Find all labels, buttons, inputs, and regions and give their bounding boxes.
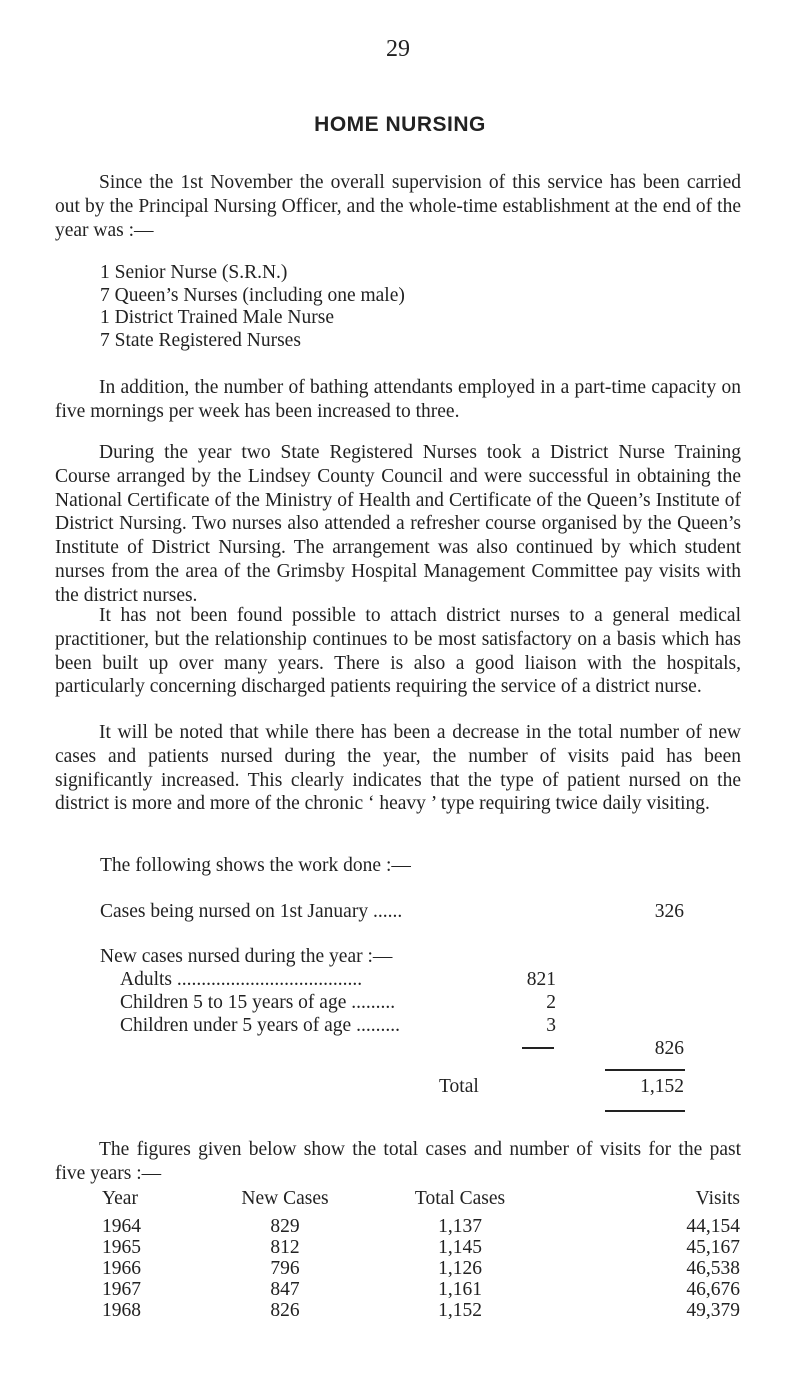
page-title: HOME NURSING xyxy=(314,113,486,136)
paragraph-training: During the year two State Registered Nurses took a District Nurse Training Course arranged by the Lindsey County Council and were successful in obtaining the National Certificate of the Ministry of Health and Certificate of the Queen’s Institute of District Nursing. Two nurses also attended a refresher course organised by the Queen’s Institute of District Nursing. The arrangement was also continued by which student nurses from the area of the Grimsby Hospital Management Committee pay visits with the district nurses. xyxy=(55,442,741,606)
new-cases-column xyxy=(220,1188,350,1321)
table-cell: 46,538 xyxy=(686,1258,740,1279)
children-under-5-label: Children under 5 years of age ......... xyxy=(120,1015,400,1036)
table-cell: 1,161 xyxy=(438,1279,482,1300)
total-rule-top xyxy=(605,1069,685,1071)
table-cell: 812 xyxy=(270,1237,300,1258)
total-label: Total xyxy=(439,1076,479,1097)
table-cell: 1964 xyxy=(102,1216,141,1237)
table-cell: 847 xyxy=(270,1279,300,1300)
table-cell: 1,126 xyxy=(438,1258,482,1279)
children-5-15-label: Children 5 to 15 years of age ......... xyxy=(120,992,396,1013)
table-cell: 1967 xyxy=(102,1279,141,1300)
year-column xyxy=(102,1188,162,1321)
table-cell: 1,137 xyxy=(438,1216,482,1237)
table-cell: 1965 xyxy=(102,1237,141,1258)
total-value: 1,152 xyxy=(640,1076,684,1097)
total-cases-column xyxy=(390,1188,530,1321)
cases-january-label: Cases being nursed on 1st January ...... xyxy=(100,901,403,922)
table-cell: 1,152 xyxy=(438,1300,482,1321)
children-5-15-value: 2 xyxy=(546,992,556,1013)
table-cell: 44,154 xyxy=(686,1216,740,1237)
table-cell: 829 xyxy=(270,1216,300,1237)
staff-list xyxy=(100,262,405,352)
table-cell: 796 xyxy=(270,1258,300,1279)
staff-item: 1 District Trained Male Nurse xyxy=(100,307,334,328)
paragraph-visits: It will be noted that while there has been a decrease in the total number of new cases and patients nursed during the year, the number of visits paid has been significantly increased. This clearly indicates that the type of patient nursed on the district is more and more of the chronic ‘ heavy ’ type requiring twice daily visiting. xyxy=(55,722,741,815)
figures-intro: The figures given below show the total cases and number of visits for the past five years :— xyxy=(55,1139,741,1184)
children-under-5-value: 3 xyxy=(546,1015,556,1036)
table-cell: 49,379 xyxy=(686,1300,740,1321)
table-cell: 45,167 xyxy=(686,1237,740,1258)
subtotal-rule xyxy=(522,1047,554,1049)
staff-item: 1 Senior Nurse (S.R.N.) xyxy=(100,262,288,283)
table-cell: 1968 xyxy=(102,1300,141,1321)
new-cases-heading: New cases nursed during the year :— xyxy=(100,946,393,967)
paragraph-bathing: In addition, the number of bathing attendants employed in a part-time capacity on five mornings per week has been increased to three. xyxy=(55,377,741,422)
page-number: 29 xyxy=(386,36,410,62)
visits-header: Visits xyxy=(695,1188,740,1209)
adults-label: Adults ...................................... xyxy=(120,969,363,990)
cases-january-value: 326 xyxy=(654,901,684,922)
subtotal-value: 826 xyxy=(654,1038,684,1059)
year-header: Year xyxy=(102,1188,138,1209)
total-cases-header: Total Cases xyxy=(414,1188,506,1209)
adults-value: 821 xyxy=(526,969,556,990)
paragraph-liaison: It has not been found possible to attach district nurses to a general medical practitioner, but the relationship continues to be most satisfactory on a basis which has been built up over many years. There is also a good liaison with the hospitals, particularly concerning discharged patients requiring the service of a district nurse. xyxy=(55,605,741,698)
total-rule-bottom xyxy=(605,1110,685,1112)
staff-item: 7 Queen’s Nurses (including one male) xyxy=(100,284,405,306)
table-cell: 826 xyxy=(270,1300,300,1321)
table-cell: 46,676 xyxy=(686,1279,740,1300)
staff-item: 7 State Registered Nurses xyxy=(100,329,301,351)
table-cell: 1,145 xyxy=(438,1237,482,1258)
visits-column xyxy=(610,1188,740,1321)
paragraph-supervision: Since the 1st November the overall supervision of this service has been carried out by the Principal Nursing Officer, and the whole-time establishment at the end of the year was :— xyxy=(55,172,741,241)
work-intro: The following shows the work done :— xyxy=(100,855,411,876)
new-cases-header: New Cases xyxy=(241,1188,329,1209)
table-cell: 1966 xyxy=(102,1258,141,1279)
